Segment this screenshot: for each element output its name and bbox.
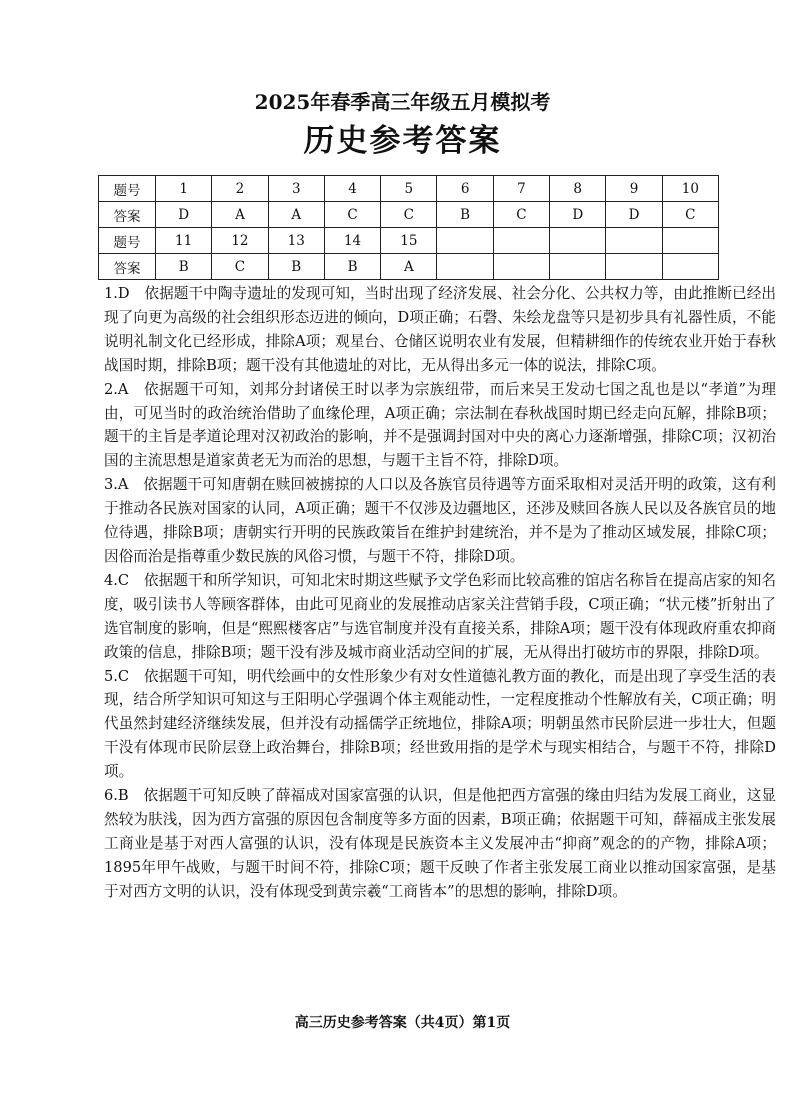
empty-cell <box>550 228 606 254</box>
question-number-cell: 12 <box>212 228 268 254</box>
explanations-section <box>104 282 776 904</box>
question-number-cell: 5 <box>381 176 437 202</box>
question-number-cell: 11 <box>156 228 212 254</box>
answer-cell: C <box>493 202 549 228</box>
answer-cell: B <box>324 254 380 280</box>
row-label: 答案 <box>99 202 156 228</box>
answer-cell: A <box>212 202 268 228</box>
answer-cell: D <box>156 202 212 228</box>
empty-cell <box>662 254 718 280</box>
answer-cell: C <box>324 202 380 228</box>
empty-cell <box>550 254 606 280</box>
answer-cell: D <box>606 202 662 228</box>
answer-cell: D <box>550 202 606 228</box>
answer-cell: A <box>381 254 437 280</box>
explanation-q4: 4.C 依据题干和所学知识，可知北宋时期这些赋予文学色彩而比较高雅的馆店名称旨在提高店家的知名度，吸引读书人等顾客群体，由此可见商业的发展推动店家关注营销手段，C项正确；“状元楼”折射出了选官制度的影响，但是“熙熙楼客店”与选官制度并没有直接关系，排除A项；题干没有体现政府重农抑商政策的信息，排除B项；题干没有涉及城市商业活动空间的扩展，无从得出打破坊市的界限，排除D项。 <box>104 571 776 661</box>
table-row <box>99 228 719 254</box>
explanation-q2: 2.A 依据题干可知，刘邦分封诸侯王时以孝为宗族纽带，而后来吴王发动七国之乱也是以“孝道”为理由，可见当时的政治统治借助了血缘伦理，A项正确；宗法制在春秋战国时期已经走向瓦解，排除B项；题干的主旨是孝道论理对汉初政治的影响，并不是强调封国对中央的离心力逐渐增强，排除C项；汉初治国的主流思想是道家黄老无为而治的思想，与题干主旨不符，排除D项。 <box>104 380 776 470</box>
question-number-cell: 14 <box>324 228 380 254</box>
answer-cell: B <box>156 254 212 280</box>
question-number-cell: 1 <box>156 176 212 202</box>
question-number-cell: 10 <box>662 176 718 202</box>
answer-key-table <box>98 175 719 280</box>
explanation-q5: 5.C 依据题干可知，明代绘画中的女性形象少有对女性道德礼教方面的教化，而是出现了享受生活的表现，结合所学知识可知这与王阳明心学强调个体主观能动性，一定程度推动个性解放有关，C项正确；明代虽然封建经济继续发展，但并没有动摇儒学正统地位，排除A项；明朝虽然市民阶层进一步壮大，但题干没有体现市民阶层登上政治舞台，排除B项；经世致用指的是学术与现实相结合，与题干不符，排除D项。 <box>104 667 776 781</box>
answer-cell: C <box>381 202 437 228</box>
table-row <box>99 202 719 228</box>
explanation-q6: 6.B 依据题干可知反映了薛福成对国家富强的认识，但是他把西方富强的缘由归结为发展工商业，这显然较为肤浅，因为西方富强的原因包含制度等多方面的因素，B项正确；依据题干可知，薛福成主张发展工商业是基于对西人富强的认识，没有体现是民族资本主义发展冲击“抑商”观念的的产物，排除A项；1895年甲午战败，与题干时间不符，排除C项；题干反映了作者主张发展工商业以推动国家富强，是基于对西方文明的认识，没有体现受到黄宗羲“工商皆本”的思想的影响，排除D项。 <box>104 787 776 900</box>
row-label: 题号 <box>99 228 156 254</box>
answer-cell: C <box>212 254 268 280</box>
question-number-cell: 15 <box>381 228 437 254</box>
row-label: 答案 <box>99 254 156 280</box>
answer-cell: C <box>662 202 718 228</box>
empty-cell <box>606 228 662 254</box>
explanation-q3: 3.A 依据题干可知唐朝在赎回被掳掠的人口以及各族官员待遇等方面采取相对灵活开明的政策，这有利于推动各民族对国家的认同，A项正确；题干不仅涉及边疆地区，还涉及赎回各族人民以及各族官员的地位待遇，排除B项；唐朝实行开明的民族政策旨在维护封建统治，并不是为了推动区域发展，排除C项；因俗而治是指尊重少数民族的风俗习惯，与题干不符，排除D项。 <box>104 476 776 565</box>
empty-cell <box>493 228 549 254</box>
question-number-cell: 13 <box>268 228 324 254</box>
page-footer: 高三历史参考答案（共4页）第1页 <box>294 1015 511 1031</box>
row-label: 题号 <box>99 176 156 202</box>
empty-cell <box>437 254 493 280</box>
exam-title: 2025年春季高三年级五月模拟考 <box>254 90 551 114</box>
question-number-cell: 4 <box>324 176 380 202</box>
empty-cell <box>493 254 549 280</box>
empty-cell <box>662 228 718 254</box>
question-number-cell: 6 <box>437 176 493 202</box>
question-number-cell: 2 <box>212 176 268 202</box>
table-row <box>99 254 719 280</box>
table-row <box>99 176 719 202</box>
question-number-cell: 9 <box>606 176 662 202</box>
answer-cell: B <box>437 202 493 228</box>
answer-cell: A <box>268 202 324 228</box>
answer-cell: B <box>268 254 324 280</box>
empty-cell <box>606 254 662 280</box>
empty-cell <box>437 228 493 254</box>
question-number-cell: 8 <box>550 176 606 202</box>
question-number-cell: 3 <box>268 176 324 202</box>
document-title: 历史参考答案 <box>303 123 502 159</box>
question-number-cell: 7 <box>493 176 549 202</box>
explanation-q1: 1.D 依据题干中陶寺遗址的发现可知，当时出现了经济发展、社会分化、公共权力等，由此推断已经出现了向更为高级的社会组织形态迈进的倾向，D项正确；石磬、朱绘龙盘等只是初步具有礼器性质，不能说明礼制文化已经形成，排除A项；观星台、仓储区说明农业有发展，但精耕细作的传统农业开始于春秋战国时期，排除B项；题干没有其他遗址的对比，无从得出多元一体的说法，排除C项。 <box>104 285 776 374</box>
